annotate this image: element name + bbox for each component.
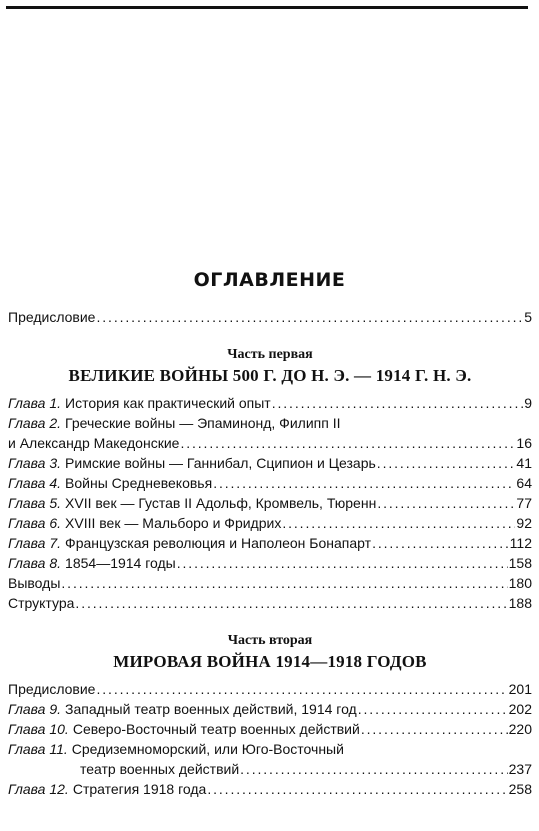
entry-page: 220 (508, 721, 532, 737)
entry-page: 158 (508, 555, 532, 571)
entry-prefix: Глава 5. (8, 495, 62, 511)
dot-leader (240, 759, 508, 779)
entry-prefix: Глава 7. (8, 535, 62, 551)
dot-leader (372, 533, 509, 553)
part1-title: ВЕЛИКИЕ ВОЙНЫ 500 Г. ДО Н. Э. — 1914 Г. Н. Э. (68, 366, 472, 385)
entry-title: Римские войны — Ганнибал, Сципион и Цезарь (65, 455, 376, 471)
entry-page: 5 (524, 309, 532, 325)
entry-page: 16 (516, 435, 532, 451)
entry-title: 1854—1914 годы (65, 555, 176, 571)
toc-entry[interactable] (8, 593, 532, 613)
page-title: ОГЛАВЛЕНИЕ (193, 269, 346, 291)
toc-entry[interactable] (8, 473, 532, 493)
entry-prefix: Глава 12. (8, 781, 69, 797)
entry-title: Войны Средневековья (65, 475, 213, 491)
dot-leader (282, 513, 515, 533)
dot-leader (272, 393, 523, 413)
entry-page: 188 (508, 595, 532, 611)
entry-prefix: Глава 11. (8, 741, 68, 757)
toc-entry[interactable] (8, 699, 532, 719)
dot-leader (61, 573, 507, 593)
entry-title: История как практический опыт (65, 395, 271, 411)
toc-entry[interactable] (8, 513, 532, 533)
entry-title: Стратегия 1918 года (72, 781, 207, 797)
entry-title: XVII век — Густав II Адольф, Кромвель, Тюренн (65, 495, 377, 511)
entry-title: Предисловие (8, 309, 96, 325)
toc-entry-preface[interactable] (8, 307, 532, 327)
entry-prefix: Глава 4. (8, 475, 62, 491)
dot-leader (213, 473, 515, 493)
toc-entry[interactable] (8, 533, 532, 553)
entry-page: 9 (524, 395, 532, 411)
top-rule (6, 6, 528, 9)
dot-leader (377, 453, 516, 473)
entry-title-cont: и Александр Македонские (8, 435, 180, 451)
entry-prefix: Глава 10. (8, 721, 69, 737)
entry-title: Выводы (8, 575, 61, 591)
toc-entry[interactable] (8, 739, 532, 779)
table-of-contents (8, 307, 532, 799)
entry-page: 202 (508, 701, 532, 717)
entry-page: 201 (508, 681, 532, 697)
dot-leader (358, 699, 508, 719)
entry-prefix: Глава 1. (8, 395, 62, 411)
toc-entry[interactable] (8, 679, 532, 699)
entry-prefix: Глава 2. (8, 415, 62, 431)
entry-title: Северо-Восточный театр военных действий (72, 721, 360, 737)
entry-prefix: Глава 9. (8, 701, 62, 717)
dot-leader (96, 307, 523, 327)
toc-entry[interactable] (8, 493, 532, 513)
part2-label: Часть вторая (227, 633, 313, 648)
part2-title: МИРОВАЯ ВОЙНА 1914—1918 ГОДОВ (113, 652, 427, 671)
dot-leader (377, 493, 515, 513)
toc-entry[interactable] (8, 553, 532, 573)
entry-page: 77 (516, 495, 532, 511)
entry-prefix: Глава 6. (8, 515, 62, 531)
dot-leader (75, 593, 507, 613)
dot-leader (180, 433, 515, 453)
entry-title: XVIII век — Мальборо и Фридрих (65, 515, 282, 531)
dot-leader (96, 679, 507, 699)
entry-title: Греческие войны — Эпаминонд, Филипп II (65, 415, 341, 431)
toc-entry[interactable] (8, 413, 532, 453)
entry-page: 41 (516, 455, 532, 471)
entry-title-cont: театр военных действий (80, 761, 240, 777)
toc-entry[interactable] (8, 573, 532, 593)
entry-title: Французская революция и Наполеон Бонапарт (65, 535, 372, 551)
entry-prefix: Глава 8. (8, 555, 62, 571)
entry-title: Структура (8, 595, 75, 611)
part1-label: Часть первая (227, 347, 313, 362)
dot-leader (177, 553, 508, 573)
entry-page: 92 (516, 515, 532, 531)
entry-title: Западный театр военных действий, 1914 год (65, 701, 357, 717)
toc-entry[interactable] (8, 393, 532, 413)
dot-leader (361, 719, 508, 739)
entry-title: Средиземноморский, или Юго-Восточный (71, 741, 344, 757)
dot-leader (207, 779, 507, 799)
toc-entry[interactable] (8, 453, 532, 473)
entry-title: Предисловие (8, 681, 96, 697)
entry-prefix: Глава 3. (8, 455, 62, 471)
toc-entry[interactable] (8, 779, 532, 799)
toc-entry[interactable] (8, 719, 532, 739)
entry-page: 237 (508, 761, 532, 777)
entry-page: 112 (509, 535, 532, 551)
entry-page: 258 (508, 781, 532, 797)
entry-page: 64 (516, 475, 532, 491)
entry-page: 180 (508, 575, 532, 591)
